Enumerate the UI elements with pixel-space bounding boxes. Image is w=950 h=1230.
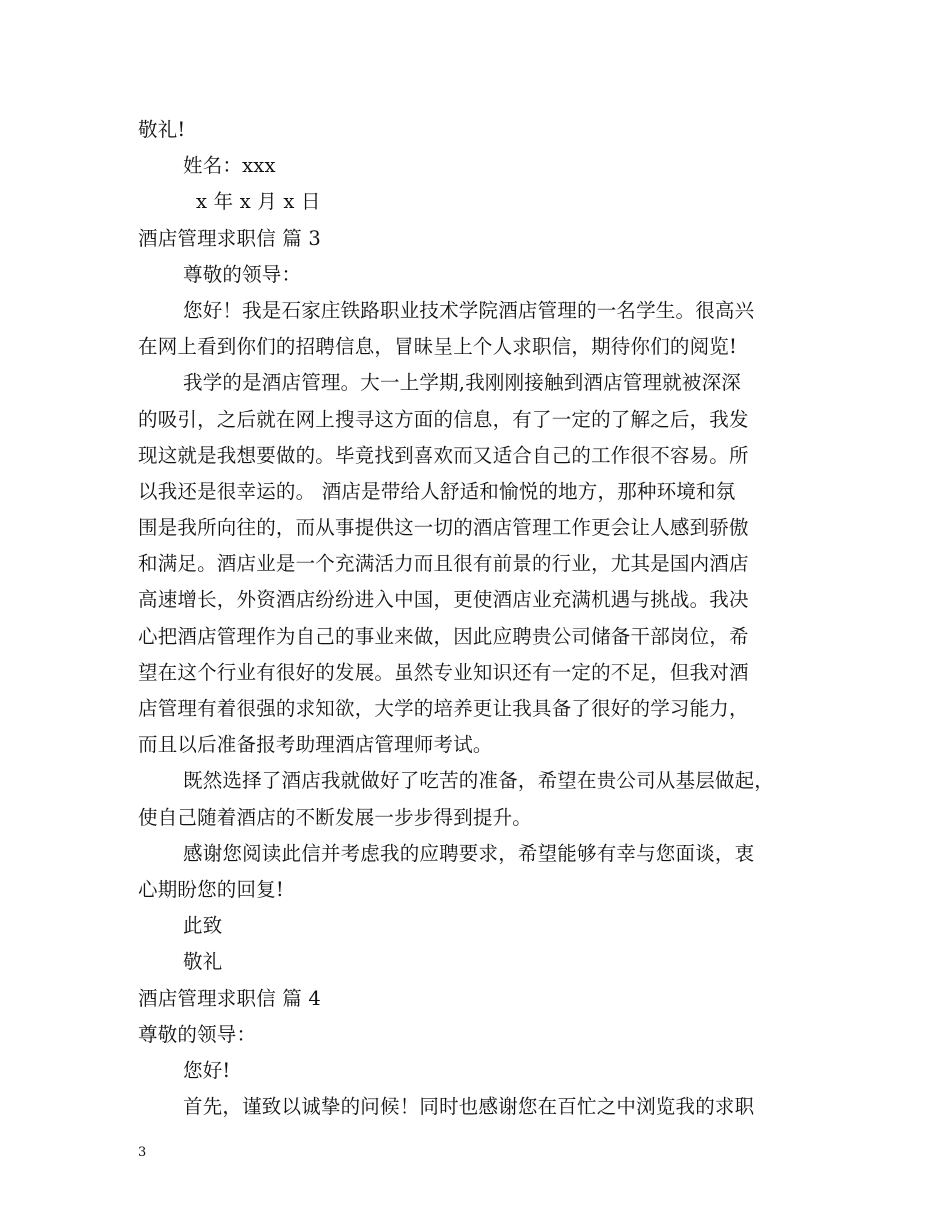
paragraph-line: 现这就是我想要做的。毕竟找到喜欢而又适合自己的工作很不容易。所	[138, 443, 749, 467]
paragraph-line: 我学的是酒店管理。大一上学期,我刚刚接触到酒店管理就被深深	[183, 371, 741, 395]
greeting: 尊敬的领导：	[138, 1022, 257, 1046]
paragraph-line: 使自己随着酒店的不断发展一步步得到提升。	[138, 805, 533, 829]
paragraph-line: 您好！我是石家庄铁路职业技术学院酒店管理的一名学生。很高兴	[183, 298, 755, 322]
signature-date: x 年 x 月 x 日	[196, 190, 321, 214]
paragraph-line: 既然选择了酒店我就做好了吃苦的准备，希望在贵公司从基层做起，	[183, 769, 775, 793]
paragraph-line: 您好!	[183, 1058, 231, 1082]
page-number: 3	[138, 1145, 147, 1160]
paragraph-line: 首先，谨致以诚挚的问候！同时也感谢您在百忙之中浏览我的求职	[183, 1095, 755, 1119]
paragraph-line: 感谢您阅读此信并考虑我的应聘要求，希望能够有幸与您面谈，衷	[183, 841, 755, 865]
closing-phrase: 此致	[183, 914, 223, 938]
paragraph-line: 心把酒店管理作为自己的事业来做，因此应聘贵公司储备干部岗位，希	[138, 624, 749, 648]
paragraph-line: 以我还是很幸运的。 酒店是带给人舒适和愉悦的地方，那种环境和氛	[138, 479, 736, 503]
closing-salute: 敬礼!	[138, 118, 186, 141]
paragraph-line: 望在这个行业有很好的发展。虽然专业知识还有一定的不足，但我对酒	[138, 660, 749, 684]
document-body	[138, 112, 838, 1125]
paragraph-line: 心期盼您的回复!	[138, 877, 284, 901]
closing-salute: 敬礼	[183, 950, 223, 974]
paragraph-line: 高速增长，外资酒店纷纷进入中国，更使酒店业充满机遇与挑战。我决	[138, 588, 749, 612]
signature-name: 姓名：xxx	[183, 154, 276, 178]
paragraph-line: 而且以后准备报考助理酒店管理师考试。	[138, 733, 493, 757]
greeting: 尊敬的领导：	[183, 262, 302, 286]
paragraph-line: 围是我所向往的，而从事提供这一切的酒店管理工作更会让人感到骄傲	[138, 516, 749, 540]
paragraph-line: 和满足。酒店业是一个充满活力而且很有前景的行业，尤其是国内酒店	[138, 552, 749, 576]
paragraph-line: 的吸引，之后就在网上搜寻这方面的信息，有了一定的了解之后，我发	[138, 407, 749, 431]
section-heading: 酒店管理求职信 篇 3	[138, 226, 322, 250]
paragraph-line: 店管理有着很强的求知欲，大学的培养更让我具备了很好的学习能力，	[138, 697, 749, 720]
paragraph-line: 在网上看到你们的招聘信息，冒昧呈上个人求职信，期待你们的阅览!	[138, 335, 738, 359]
section-heading: 酒店管理求职信 篇 4	[138, 986, 322, 1010]
